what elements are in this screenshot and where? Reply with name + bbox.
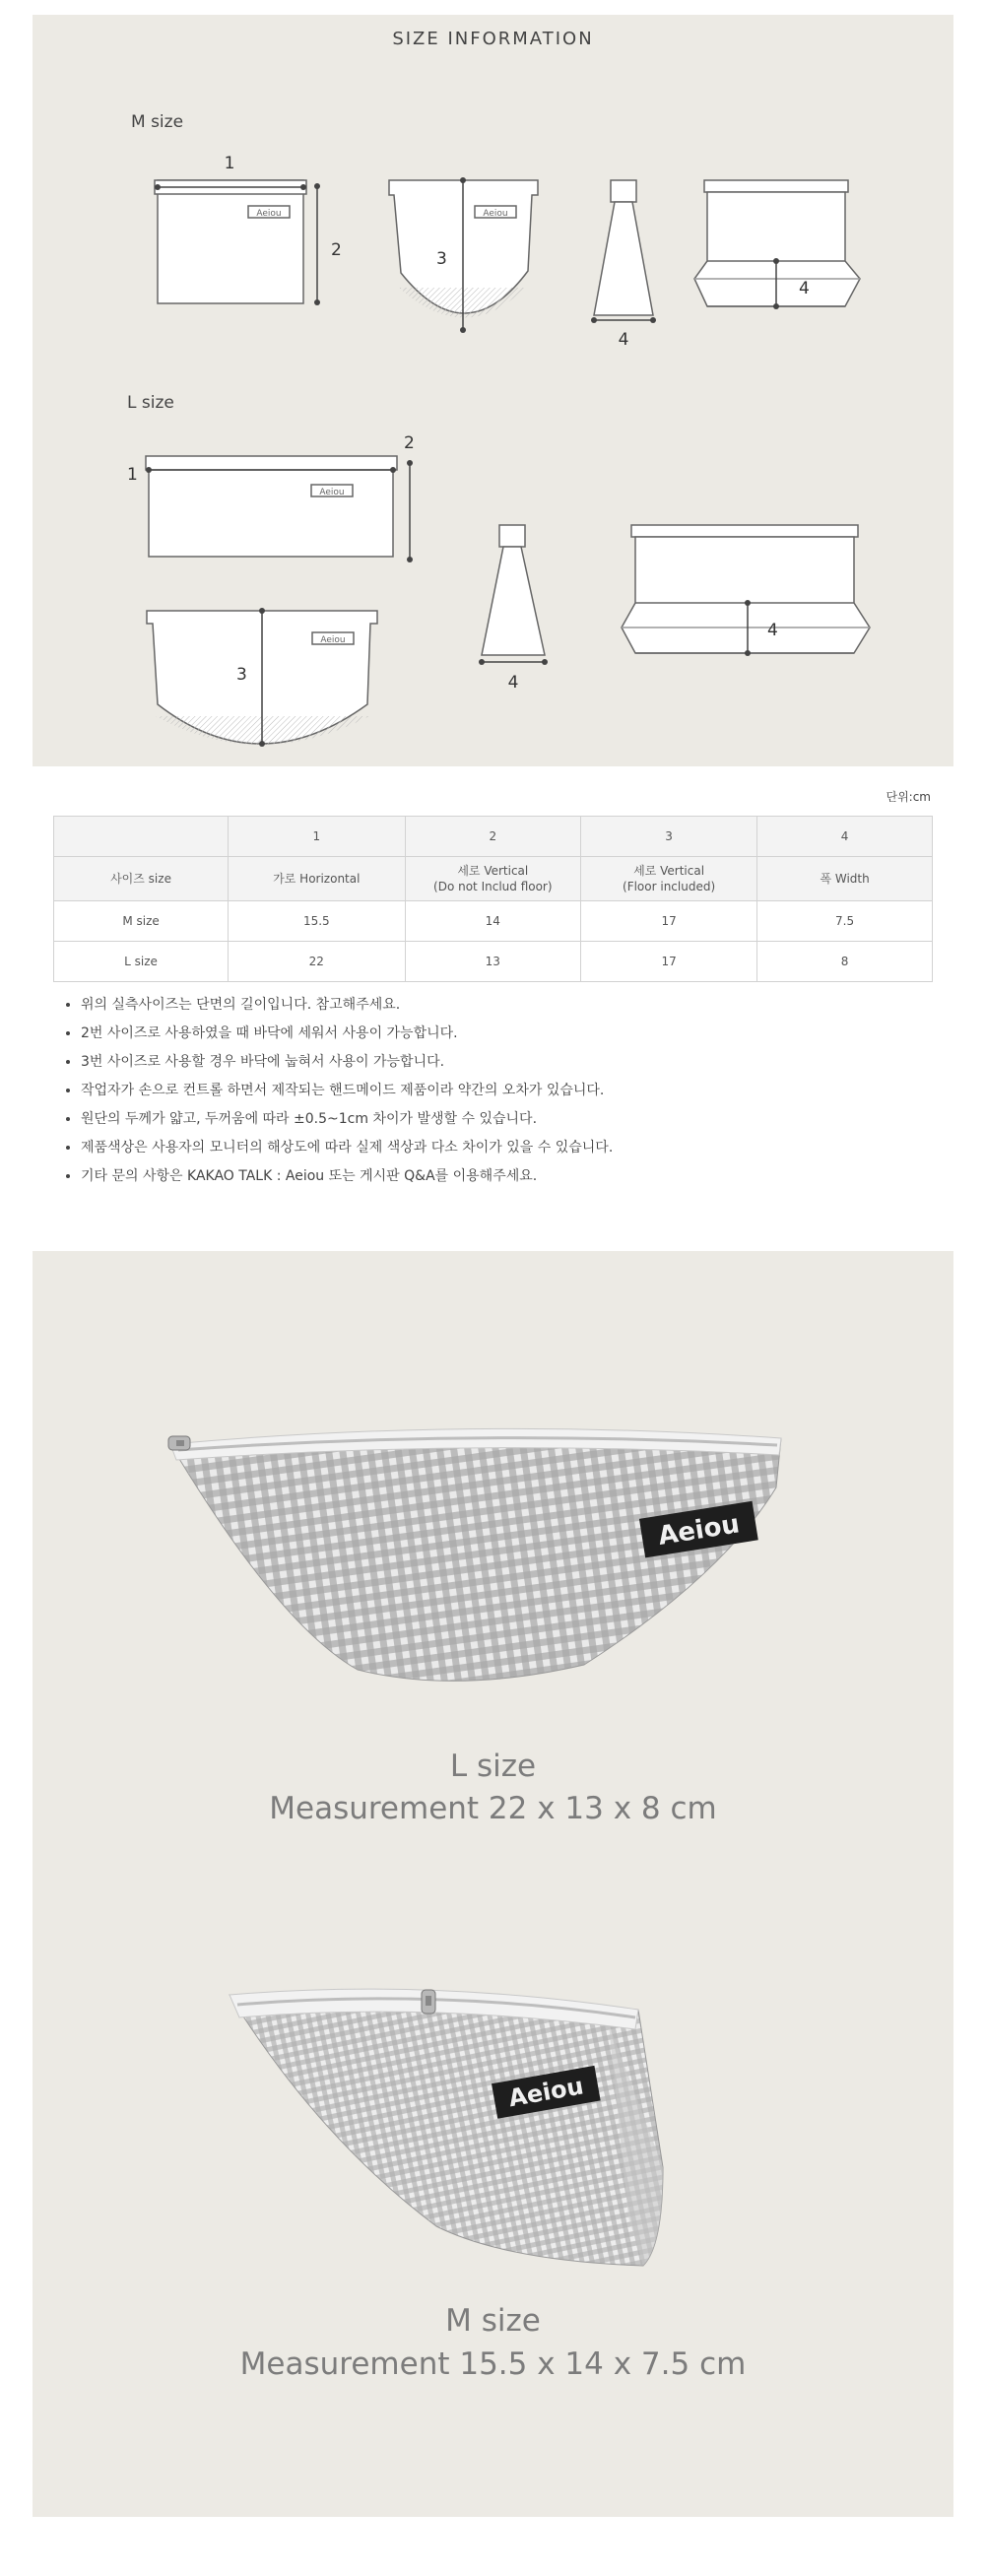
note-item: • 2번 사이즈로 사용하였을 때 바닥에 세워서 사용이 가능합니다. [81, 1020, 613, 1048]
table-cell: 사이즈 size [54, 857, 229, 901]
table-column-numbers [54, 817, 933, 857]
table-cell [581, 857, 757, 901]
table-cell: 1 [229, 817, 406, 857]
m-front-diagram [155, 154, 342, 305]
table-row [54, 942, 933, 982]
size-diagrams [33, 15, 953, 766]
l-dim-1: 1 [127, 465, 138, 485]
l-front-diagram [127, 433, 415, 562]
note-item: • 위의 실측사이즈는 단면의 길이입니다. 참고해주세요. [81, 991, 613, 1020]
table-cell: L size [54, 942, 229, 982]
table-cell: 폭 Width [757, 857, 933, 901]
l-size-pouch-image [168, 1428, 781, 1681]
l-front-tag: Aeiou [319, 488, 345, 497]
notes-list [61, 991, 613, 1191]
note-item: • 3번 사이즈로 사용할 경우 바닥에 눕혀서 사용이 가능합니다. [81, 1048, 613, 1077]
table-cell [405, 857, 580, 901]
table-cell: 2 [405, 817, 580, 857]
table-cell: 15.5 [229, 901, 406, 942]
product-photo-panel [33, 1251, 953, 2517]
size-diagram-panel [33, 15, 953, 766]
note-item: • 제품색상은 사용자의 모니터의 해상도에 따라 실제 색상과 다소 차이가 있을 수 있습니다. [81, 1134, 613, 1162]
m-caption-size: M size [445, 2303, 541, 2339]
table-cell: 가로 Horizontal [229, 857, 406, 901]
size-table [53, 816, 933, 982]
l-side-tag: Aeiou [320, 635, 346, 645]
table-cell [54, 817, 229, 857]
header-line: (Do not Includ floor) [433, 880, 553, 893]
m-caption-measurement: Measurement 15.5 x 14 x 7.5 cm [239, 2346, 747, 2382]
m-front-tag: Aeiou [256, 209, 282, 219]
m-side-diagram [389, 177, 538, 333]
table-cell: 4 [757, 817, 933, 857]
l-profile-diagram [479, 525, 548, 693]
l-caption-measurement: Measurement 22 x 13 x 8 cm [269, 1791, 717, 1826]
m-side-tag: Aeiou [483, 209, 508, 219]
m-profile-diagram [591, 180, 656, 350]
table-cell: 13 [405, 942, 580, 982]
table-cell: 17 [581, 901, 757, 942]
m-dim-4-profile: 4 [618, 330, 629, 350]
table-cell: M size [54, 901, 229, 942]
l-side-diagram [147, 608, 377, 747]
table-row [54, 901, 933, 942]
l-dim-2: 2 [404, 433, 415, 453]
l-dim-3: 3 [236, 665, 247, 685]
note-item: • 기타 문의 사항은 KAKAO TALK : Aeiou 또는 게시판 Q&A를 이용해주세요. [81, 1162, 613, 1191]
table-header-row [54, 857, 933, 901]
m-brand-text: Aeiou [506, 2072, 586, 2113]
m-bottom-diagram [694, 180, 860, 309]
m-dim-2: 2 [331, 240, 342, 260]
header-line: 세로 Vertical [457, 863, 529, 878]
l-caption-size: L size [449, 1749, 537, 1784]
l-dim-4-profile: 4 [507, 673, 519, 693]
header-line: (Floor included) [623, 880, 716, 893]
m-size-label: M size [131, 112, 184, 132]
section-title: SIZE INFORMATION [392, 29, 594, 49]
table-cell: 3 [581, 817, 757, 857]
table-cell: 14 [405, 901, 580, 942]
table-cell: 17 [581, 942, 757, 982]
m-dim-4-bottom: 4 [799, 279, 810, 298]
unit-label: 단위:cm [886, 790, 931, 804]
table-cell: 8 [757, 942, 933, 982]
l-dim-4-bottom: 4 [767, 621, 778, 640]
m-dim-1: 1 [224, 154, 235, 173]
m-size-pouch-image [230, 1989, 663, 2266]
l-brand-text: Aeiou [656, 1509, 742, 1552]
table-cell: 7.5 [757, 901, 933, 942]
l-size-label: L size [127, 393, 174, 413]
note-item: • 원단의 두께가 얇고, 두꺼움에 따라 ±0.5~1cm 차이가 발생할 수 있습니다. [81, 1105, 613, 1134]
m-dim-3: 3 [436, 249, 447, 269]
zipper-pull-icon [422, 1990, 435, 2014]
zipper-pull-icon [168, 1436, 190, 1450]
table-cell: 22 [229, 942, 406, 982]
header-line: 세로 Vertical [633, 863, 705, 878]
l-bottom-diagram [622, 525, 870, 656]
note-item: • 작업자가 손으로 컨트롤 하면서 제작되는 핸드메이드 제품이라 약간의 오차가 있습니다. [81, 1077, 613, 1105]
